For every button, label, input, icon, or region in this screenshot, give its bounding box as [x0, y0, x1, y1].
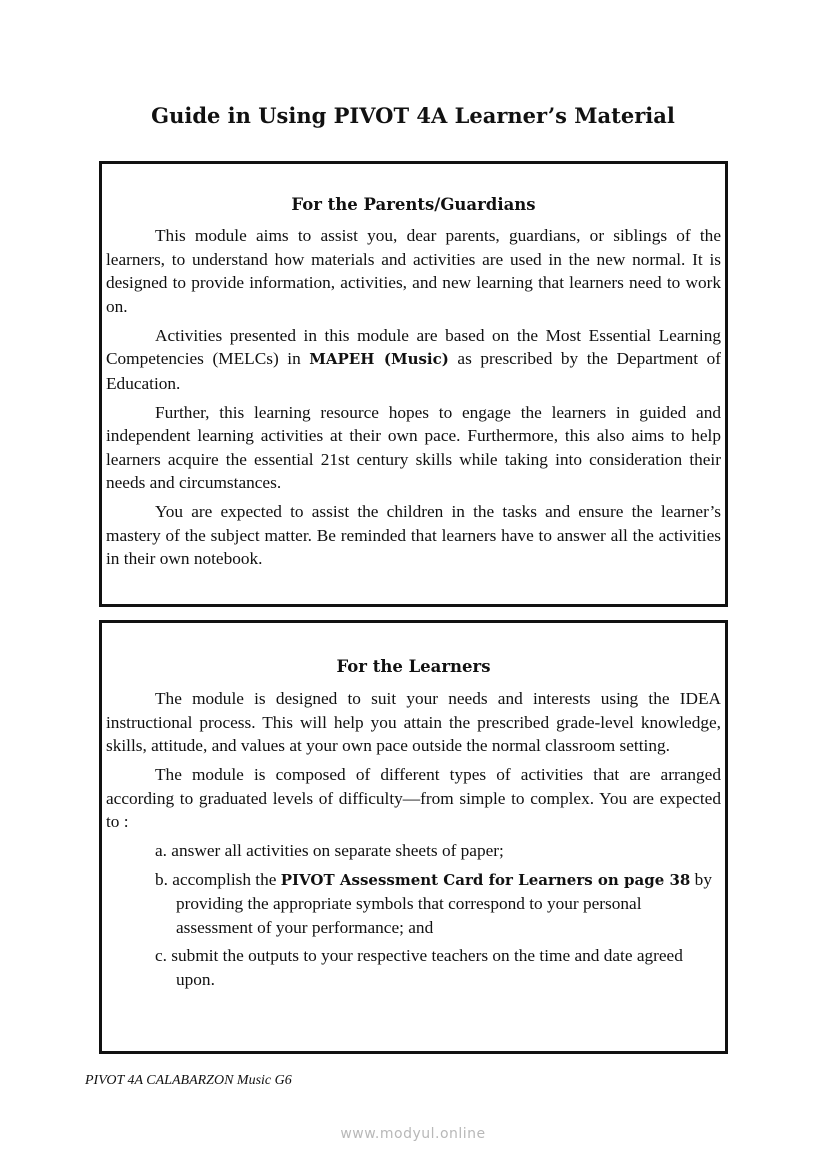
parents-paragraph-4: You are expected to assist the children in the tasks and ensure the learner’s mastery of the subject matter. Be reminded that learners have to answer all the activities in their own notebook. — [106, 502, 721, 568]
learners-body — [106, 687, 721, 996]
page-title: Guide in Using PIVOT 4A Learner’s Material — [151, 103, 675, 128]
list-item-b-text: b. accomplish the — [155, 869, 281, 889]
learners-box — [99, 620, 728, 1054]
parents-paragraph-2-text: Activities presented in this module are based on the Most Essential Learning Competencies (MELCs) in — [106, 325, 721, 368]
learners-paragraph-1: The module is designed to suit your needs and interests using the IDEA instructional process. This will help you attain the prescribed grade-level knowledge, skills, attitude, and values at your own pace outside the normal classroom setting. — [106, 689, 721, 755]
assessment-card-reference: PIVOT Assessment Card for Learners on page 38 — [280, 870, 691, 889]
learners-list-item-b — [155, 868, 721, 940]
footer-reference: PIVOT 4A CALABARZON Music G6 — [85, 1073, 292, 1088]
learners-paragraph-2: The module is composed of different types of activities that are arranged according to graduated levels of difficulty—from simple to complex. You are expected to : — [106, 765, 721, 831]
learners-list-item-c: c. submit the outputs to your respective teachers on the time and date agreed upon. — [155, 946, 683, 989]
learners-heading: For the Learners — [336, 657, 491, 676]
list-item-b-tail: by providing the appropriate symbols that correspond to your personal assessment of your performance; and — [176, 869, 712, 937]
learners-list-item-a: a. answer all activities on separate sheets of paper; — [155, 841, 504, 860]
parents-paragraph-2-tail: as prescribed by the Department of Education. — [106, 349, 721, 393]
parents-guardians-box — [99, 161, 728, 607]
watermark-link[interactable]: www.modyul.online — [340, 1126, 486, 1142]
parents-guardians-heading: For the Parents/Guardians — [291, 195, 536, 214]
parents-paragraph-3: Further, this learning resource hopes to engage the learners in guided and independent learning activities at their own pace. Furthermore, this also aims to help learners acquire the essential 21st century skills while taking into consideration their needs and circumstances. — [106, 402, 721, 492]
subject-name: MAPEH (Music) — [309, 350, 449, 368]
parents-guardians-body — [106, 224, 721, 576]
parents-paragraph-1: This module aims to assist you, dear parents, guardians, or siblings of the learners, to understand how materials and activities are used in the new normal. It is designed to provide information, activities, and new learning that learners need to work on. — [106, 226, 721, 316]
parents-paragraph-2 — [106, 324, 721, 396]
